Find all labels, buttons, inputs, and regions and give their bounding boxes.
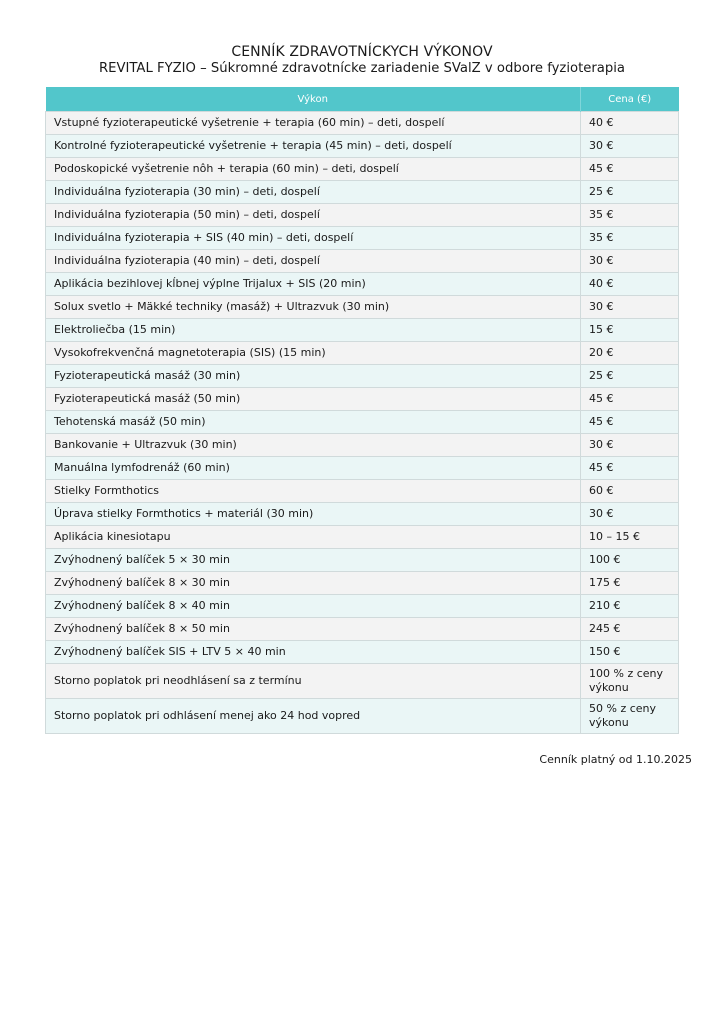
column-header-service: Výkon — [46, 87, 581, 112]
price-cell: 45 € — [581, 388, 679, 411]
table-header-row — [46, 87, 679, 112]
table-row — [46, 641, 679, 664]
table-row — [46, 480, 679, 503]
price-table — [45, 87, 679, 734]
table-row — [46, 204, 679, 227]
price-cell: 40 € — [581, 112, 679, 135]
valid-from-note: Cenník platný od 1.10.2025 — [539, 753, 692, 766]
service-name-cell: Zvýhodnený balíček SIS + LTV 5 × 40 min — [46, 641, 581, 664]
service-name-cell: Aplikácia bezihlovej kĺbnej výplne Trijalux + SIS (20 min) — [46, 273, 581, 296]
page-title: CENNÍK ZDRAVOTNÍCKYCH VÝKONOV — [231, 44, 493, 60]
service-name-cell: Tehotenská masáž (50 min) — [46, 411, 581, 434]
page-subtitle: REVITAL FYZIO – Súkromné zdravotnícke zariadenie SValZ v odbore fyzioterapia — [99, 61, 625, 76]
service-name-cell: Storno poplatok pri neodhlásení sa z termínu — [46, 664, 581, 699]
table-row — [46, 365, 679, 388]
service-name-cell: Vysokofrekvenčná magnetoterapia (SIS) (15 min) — [46, 342, 581, 365]
table-row — [46, 342, 679, 365]
price-cell: 20 € — [581, 342, 679, 365]
price-cell: 40 € — [581, 273, 679, 296]
service-name-cell: Podoskopické vyšetrenie nôh + terapia (60 min) – deti, dospelí — [46, 158, 581, 181]
service-name-cell: Solux svetlo + Mäkké techniky (masáž) + Ultrazvuk (30 min) — [46, 296, 581, 319]
table-row — [46, 388, 679, 411]
table-row — [46, 699, 679, 734]
service-name-cell: Kontrolné fyzioterapeutické vyšetrenie + terapia (45 min) – deti, dospelí — [46, 135, 581, 158]
price-cell: 25 € — [581, 181, 679, 204]
service-name-cell: Vstupné fyzioterapeutické vyšetrenie + terapia (60 min) – deti, dospelí — [46, 112, 581, 135]
service-name-cell: Fyzioterapeutická masáž (50 min) — [46, 388, 581, 411]
price-cell: 35 € — [581, 227, 679, 250]
service-name-cell: Úprava stielky Formthotics + materiál (30 min) — [46, 503, 581, 526]
price-cell: 100 € — [581, 549, 679, 572]
price-cell: 30 € — [581, 135, 679, 158]
service-name-cell: Aplikácia kinesiotapu — [46, 526, 581, 549]
table-row — [46, 273, 679, 296]
service-name-cell: Storno poplatok pri odhlásení menej ako 24 hod vopred — [46, 699, 581, 734]
table-row — [46, 112, 679, 135]
table-row — [46, 664, 679, 699]
price-cell: 60 € — [581, 480, 679, 503]
table-row — [46, 434, 679, 457]
price-cell: 30 € — [581, 250, 679, 273]
price-cell: 45 € — [581, 158, 679, 181]
price-cell: 15 € — [581, 319, 679, 342]
table-row — [46, 135, 679, 158]
table-row — [46, 526, 679, 549]
service-name-cell: Zvýhodnený balíček 8 × 30 min — [46, 572, 581, 595]
table-row — [46, 158, 679, 181]
table-row — [46, 227, 679, 250]
service-name-cell: Bankovanie + Ultrazvuk (30 min) — [46, 434, 581, 457]
price-cell: 175 € — [581, 572, 679, 595]
table-row — [46, 572, 679, 595]
price-cell: 30 € — [581, 503, 679, 526]
price-cell: 35 € — [581, 204, 679, 227]
table-row — [46, 457, 679, 480]
price-cell: 10 – 15 € — [581, 526, 679, 549]
service-name-cell: Stielky Formthotics — [46, 480, 581, 503]
price-cell: 30 € — [581, 296, 679, 319]
price-cell: 100 % z ceny výkonu — [581, 664, 679, 699]
service-name-cell: Zvýhodnený balíček 8 × 40 min — [46, 595, 581, 618]
table-row — [46, 296, 679, 319]
price-cell: 210 € — [581, 595, 679, 618]
table-row — [46, 618, 679, 641]
table-row — [46, 319, 679, 342]
price-cell: 50 % z ceny výkonu — [581, 699, 679, 734]
service-name-cell: Individuálna fyzioterapia (50 min) – deti, dospelí — [46, 204, 581, 227]
service-name-cell: Fyzioterapeutická masáž (30 min) — [46, 365, 581, 388]
service-name-cell: Individuálna fyzioterapia (30 min) – deti, dospelí — [46, 181, 581, 204]
table-row — [46, 181, 679, 204]
price-cell: 245 € — [581, 618, 679, 641]
price-cell: 30 € — [581, 434, 679, 457]
price-cell: 25 € — [581, 365, 679, 388]
table-row — [46, 503, 679, 526]
service-name-cell: Individuálna fyzioterapia (40 min) – deti, dospelí — [46, 250, 581, 273]
service-name-cell: Manuálna lymfodrenáž (60 min) — [46, 457, 581, 480]
service-name-cell: Elektroliečba (15 min) — [46, 319, 581, 342]
table-row — [46, 549, 679, 572]
table-row — [46, 595, 679, 618]
table-row — [46, 250, 679, 273]
price-cell: 150 € — [581, 641, 679, 664]
price-cell: 45 € — [581, 457, 679, 480]
service-name-cell: Zvýhodnený balíček 8 × 50 min — [46, 618, 581, 641]
price-cell: 45 € — [581, 411, 679, 434]
service-name-cell: Individuálna fyzioterapia + SIS (40 min) – deti, dospelí — [46, 227, 581, 250]
column-header-price: Cena (€) — [581, 87, 679, 112]
table-row — [46, 411, 679, 434]
service-name-cell: Zvýhodnený balíček 5 × 30 min — [46, 549, 581, 572]
